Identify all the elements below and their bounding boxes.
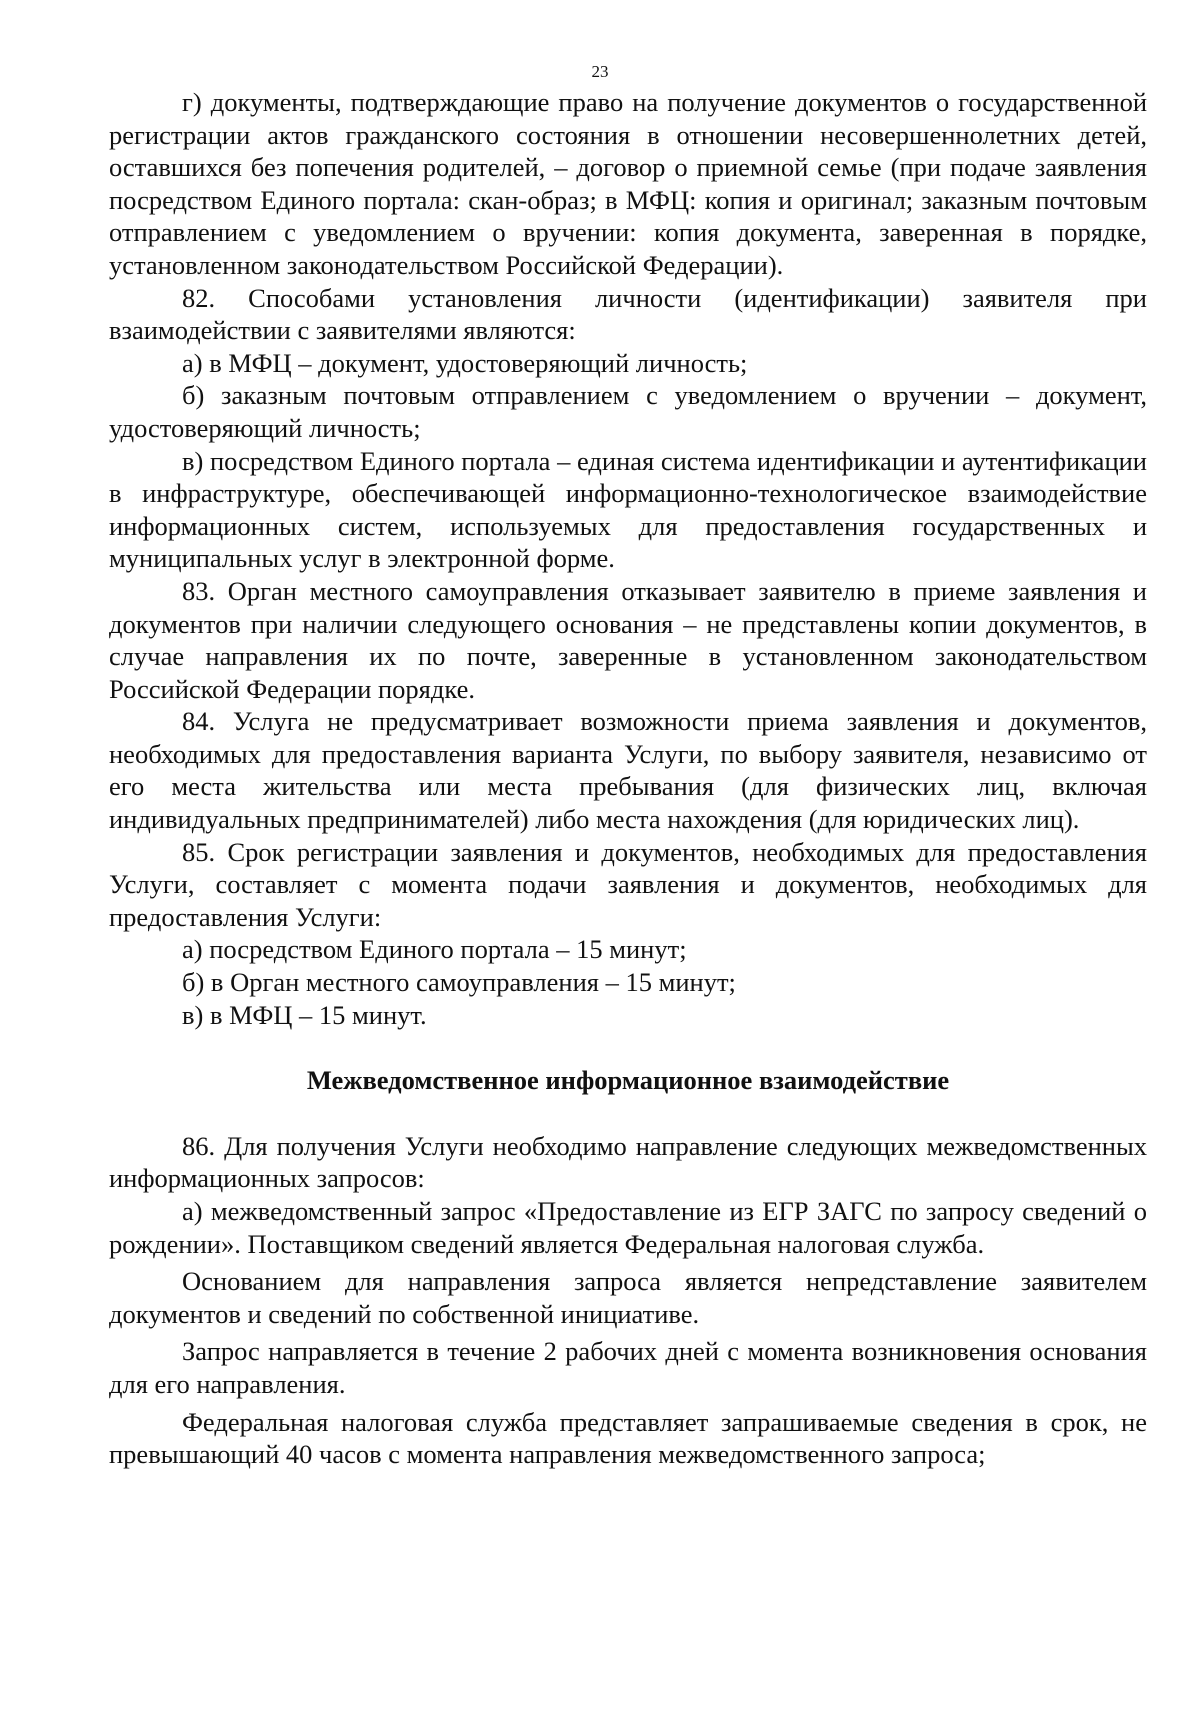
section-heading: Межведомственное информационное взаимодействие <box>306 1065 950 1096</box>
paragraph-86-a: а) межведомственный запрос «Предоставление из ЕГР ЗАГС по запросу сведений о рождении». Поставщиком сведений является Федеральная налоговая служба. <box>109 1196 1147 1259</box>
paragraph-82-v: в) посредством Единого портала – единая система идентификации и аутентификации в инфраструктуре, обеспечивающей информационно-технологическое взаимодействие информационных систем, используемых для предоставления государственных и муниципальных услуг в электронной форме. <box>109 445 1147 574</box>
paragraph-84: 84. Услуга не предусматривает возможности приема заявления и документов, необходимых для предоставления варианта Услуги, по выбору заявителя, независимо от его места жительства или места пребывания (для физических лиц, включая индивидуальных предпринимателей) либо места нахождения (для юридических лиц). <box>109 706 1147 835</box>
page-number: 23 <box>591 62 609 81</box>
paragraph-request-timing: Запрос направляется в течение 2 рабочих дней с момента возникновения основания для его направления. <box>109 1336 1147 1399</box>
paragraph-85-a: а) посредством Единого портала – 15 минут; <box>182 934 687 965</box>
paragraph-82-b: б) заказным почтовым отправлением с уведомлением о вручении – документ, удостоверяющий личность; <box>109 380 1147 443</box>
paragraph-85-b: б) в Орган местного самоуправления – 15 минут; <box>182 967 736 998</box>
paragraph-83: 83. Орган местного самоуправления отказывает заявителю в приеме заявления и документов при наличии следующего основания – не представлены копии документов, в случае направления их по почте, заверенные в установленном законодательством Российской Федерации порядке. <box>109 575 1147 704</box>
document-body <box>109 86 1147 1471</box>
paragraph-82-a: а) в МФЦ – документ, удостоверяющий личность; <box>182 347 748 378</box>
paragraph-82: 82. Способами установления личности (идентификации) заявителя при взаимодействии с заявителями являются: <box>109 282 1147 346</box>
paragraph-response-timing: Федеральная налоговая служба представляет запрашиваемые сведения в срок, не превышающий 40 часов с момента направления межведомственного запроса; <box>109 1406 1147 1470</box>
paragraph-request-basis: Основанием для направления запроса является непредставление заявителем документов и сведений по собственной инициативе. <box>109 1266 1147 1329</box>
paragraph-85-v: в) в МФЦ – 15 минут. <box>182 999 427 1030</box>
paragraph-g-documents: г) документы, подтверждающие право на получение документов о государственной регистрации актов гражданского состояния в отношении несовершеннолетних детей, оставшихся без попечения родителей, – договор о приемной семье (при подаче заявления посредством Единого портала: скан-образ; в МФЦ: копия и оригинал; заказным почтовым отправлением с уведомлением о вручении: копия документа, заверенная в порядке, установленном законодательством Российской Федерации). <box>109 87 1147 280</box>
paragraph-86: 86. Для получения Услуги необходимо направление следующих межведомственных информационных запросов: <box>109 1130 1147 1194</box>
paragraph-85: 85. Срок регистрации заявления и документов, необходимых для предоставления Услуги, составляет с момента подачи заявления и документов, необходимых для предоставления Услуги: <box>109 836 1147 932</box>
